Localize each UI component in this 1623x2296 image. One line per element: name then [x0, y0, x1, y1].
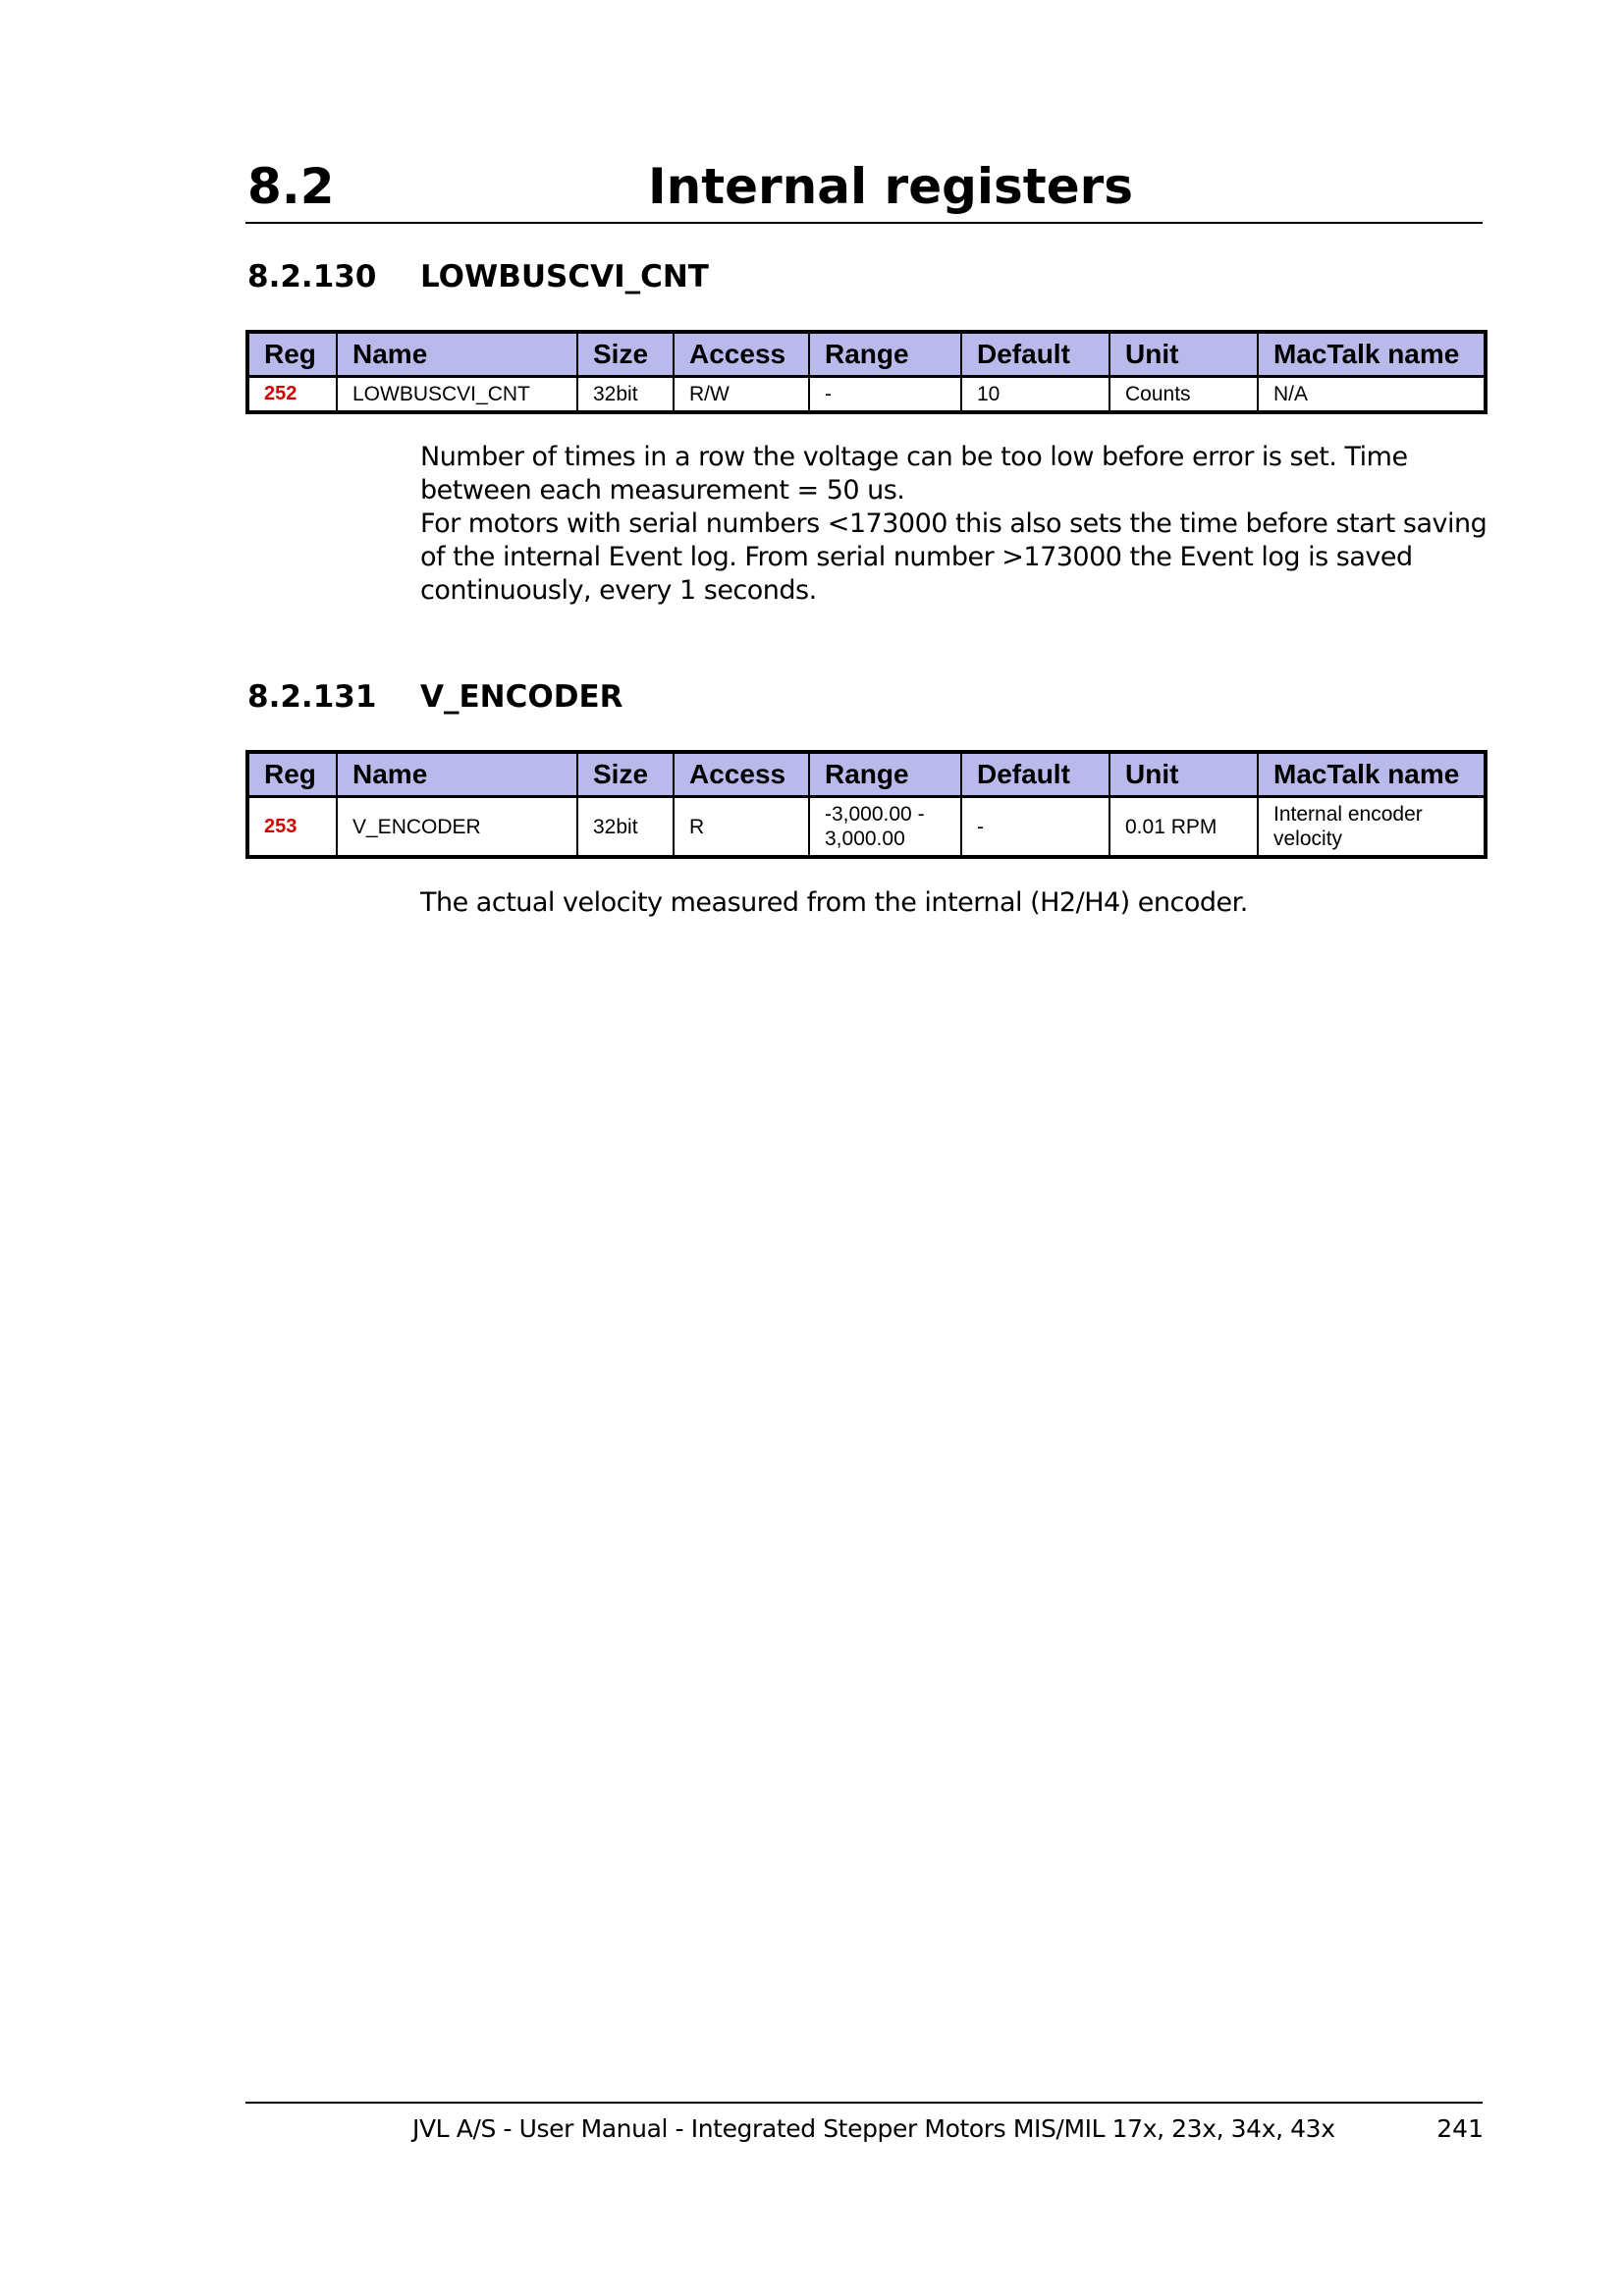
table-row: [247, 377, 1486, 413]
section-title: V_ENCODER: [420, 679, 623, 715]
cell-mactalk-name: N/A: [1258, 377, 1486, 413]
section-number: 8.2.130: [247, 259, 377, 294]
chapter-title: Internal registers: [648, 158, 1134, 215]
header-range: Range: [809, 332, 961, 377]
chapter-number: 8.2: [247, 158, 335, 215]
section-description-lowbuscvi-cnt: [420, 441, 1490, 608]
header-unit: Unit: [1109, 752, 1258, 797]
section-description-v-encoder: [420, 886, 1490, 920]
paragraph: Number of times in a row the voltage can be too low before error is set. Time between each measurement = 50 us.: [420, 442, 1408, 506]
cell-range: -3,000.00 - 3,000.00: [809, 797, 961, 858]
cell-size: 32bit: [577, 797, 674, 858]
cell-size: 32bit: [577, 377, 674, 413]
header-default: Default: [961, 332, 1109, 377]
cell-name: LOWBUSCVI_CNT: [337, 377, 577, 413]
table-header-row: [247, 752, 1486, 797]
header-default: Default: [961, 752, 1109, 797]
cell-mactalk-name: Internal encoder velocity: [1258, 797, 1486, 858]
section-heading-lowbuscvi-cnt: [247, 257, 709, 296]
header-name: Name: [337, 332, 577, 377]
cell-access: R: [674, 797, 809, 858]
register-table-252: [245, 330, 1488, 414]
section-number: 8.2.131: [247, 679, 377, 715]
register-table-253: [245, 750, 1488, 859]
cell-reg: 252: [247, 377, 337, 413]
paragraph: For motors with serial numbers <173000 this also sets the time before start saving of the internal Event log. From serial number >173000 the Event log is saved continuously, every 1 seconds.: [420, 508, 1488, 606]
header-size: Size: [577, 332, 674, 377]
cell-default: -: [961, 797, 1109, 858]
page-header: [245, 155, 1483, 224]
cell-access: R/W: [674, 377, 809, 413]
header-name: Name: [337, 752, 577, 797]
section-heading-v-encoder: [247, 677, 623, 717]
footer-text: JVL A/S - User Manual - Integrated Stepper Motors MIS/MIL 17x, 23x, 34x, 43x: [412, 2114, 1335, 2143]
header-size: Size: [577, 752, 674, 797]
header-mactalk-name: MacTalk name: [1258, 332, 1486, 377]
cell-unit: 0.01 RPM: [1109, 797, 1258, 858]
cell-unit: Counts: [1109, 377, 1258, 413]
header-reg: Reg: [247, 332, 337, 377]
header-access: Access: [674, 752, 809, 797]
cell-default: 10: [961, 377, 1109, 413]
header-reg: Reg: [247, 752, 337, 797]
page-number: 241: [1436, 2114, 1484, 2143]
cell-reg: 253: [247, 797, 337, 858]
header-mactalk-name: MacTalk name: [1258, 752, 1486, 797]
cell-range: -: [809, 377, 961, 413]
cell-name: V_ENCODER: [337, 797, 577, 858]
header-access: Access: [674, 332, 809, 377]
section-title: LOWBUSCVI_CNT: [420, 259, 709, 294]
header-unit: Unit: [1109, 332, 1258, 377]
header-range: Range: [809, 752, 961, 797]
footer-divider: [245, 2102, 1483, 2104]
table-header-row: [247, 332, 1486, 377]
paragraph: The actual velocity measured from the internal (H2/H4) encoder.: [420, 887, 1248, 918]
table-row: [247, 797, 1486, 858]
